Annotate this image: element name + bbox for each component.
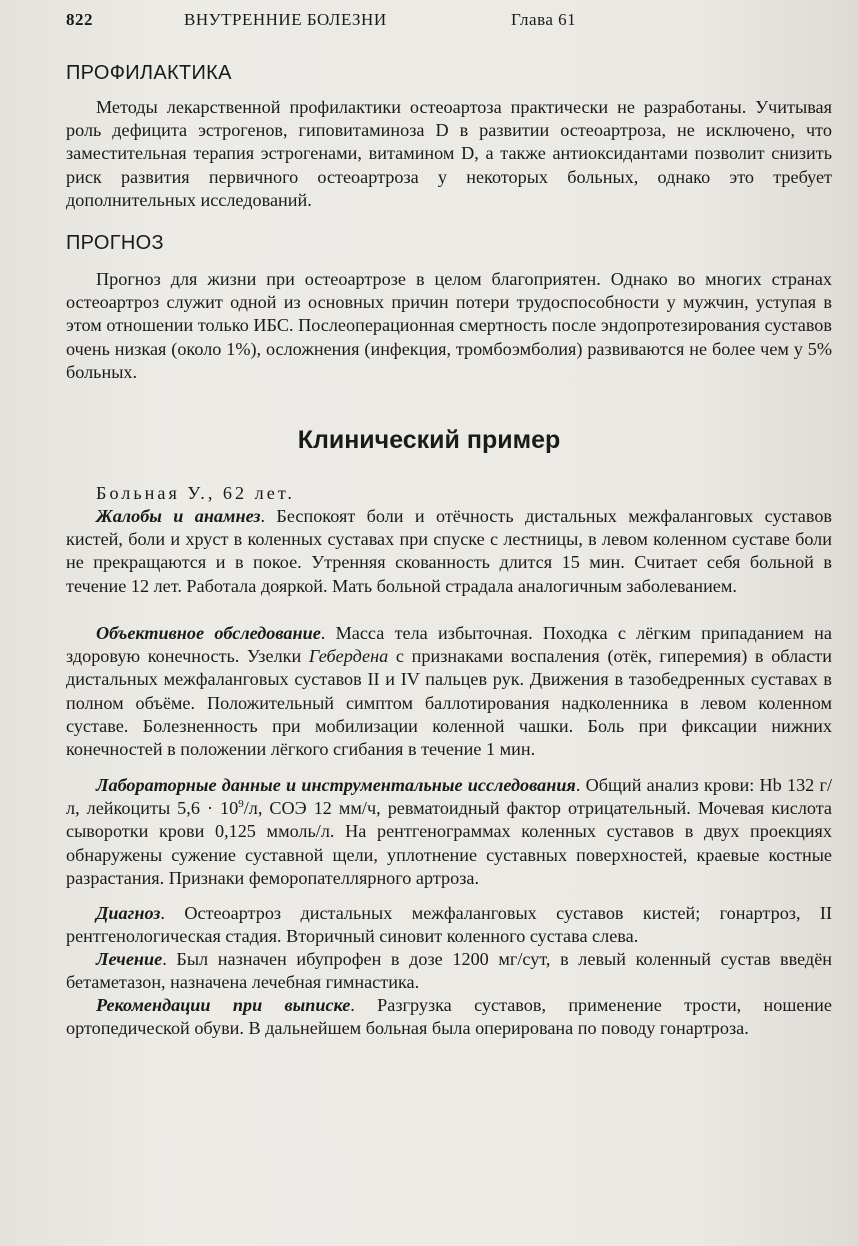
prognosis-heading: ПРОГНОЗ bbox=[66, 232, 164, 254]
diagnosis-paragraph bbox=[66, 902, 832, 948]
treatment-text: . Был назначен ибупрофен в дозе 1200 мг/сут, в левый коленный сустав введён бетаметазон, назначена лечебная гимнастика. bbox=[66, 949, 832, 993]
complaints-label: Жалобы и анамнез bbox=[96, 506, 261, 526]
exam-label: Объективное обследование bbox=[96, 623, 321, 643]
lab-text-1: . Общий анализ крови: Hb 132 г/л, лейкоциты 5,6 · 10 bbox=[66, 775, 833, 819]
lab-text-2: /л, СОЭ 12 мм/ч, ревматоидный фактор отрицательный. Мочевая кислота сыворотки крови 0,125 ммоль/л. На рентгенограммах коленных суставов в двух проекциях обнаружены сужение суставной щели, уплотнение суставных поверхностей, краевые костные разрастания. Признаки феморопателлярного артроза. bbox=[66, 798, 833, 888]
lab-superscript: 9 bbox=[238, 798, 244, 811]
exam-text-2: с признаками воспаления (отёк, гиперемия) в области дистальных межфаланговых суставов II и IV пальцев рук. Движения в тазобедренных суставах в полном объёме. Положительный симптом баллотирования надколенника в левом коленном суставе. Болезненность при мобилизации коленной чашки. Боль при фиксации нижних конечностей в положении лёгкого сгибания в течение 1 мин. bbox=[66, 646, 832, 760]
exam-text-1: . Масса тела избыточная. Походка с лёгким припаданием на здоровую конечность. Узелки bbox=[66, 623, 832, 667]
treatment-paragraph bbox=[66, 948, 832, 994]
recommendations-paragraph bbox=[66, 994, 832, 1040]
patient-line: Больная У., 62 лет. bbox=[96, 483, 295, 503]
exam-italic: Гебердена bbox=[308, 646, 389, 667]
bleed-through-texture bbox=[300, 60, 820, 83]
recommendations-text: . Разгрузка суставов, применение трости, ношение ортопедической обуви. В дальнейшем больная была оперирована по поводу гонартроза. bbox=[66, 995, 832, 1039]
complaints-text: . Беспокоят боли и отёчность дистальных межфаланговых суставов кистей, боли и хруст в коленных суставах при спуске с лестницы, в левом коленном суставе боли не прекращаются и в покое. Утренняя скованность длится 15 мин. Считает себя больной в течение 12 лет. Работала дояркой. Мать больной страдала аналогичным заболеванием. bbox=[66, 506, 832, 596]
prophylaxis-heading: ПРОФИЛАКТИКА bbox=[66, 62, 232, 84]
running-header bbox=[66, 10, 806, 36]
case-patient bbox=[66, 482, 832, 505]
complaints-paragraph bbox=[66, 505, 832, 598]
lab-label: Лабораторные данные и инструментальные исследования bbox=[96, 775, 576, 795]
page-number: 822 bbox=[66, 10, 93, 29]
prophylaxis-paragraph: Методы лекарственной профилактики остеоартоза практически не разработаны. Учитывая роль дефицита эстрогенов, гиповитаминоза D в развитии остеоартроза, не исключено, что заместительная терапия эстрогенами, витамином D, а также антиоксидантами позволит снизить риск развития первичного остеоартроза у некоторых больных, однако это требует дополнительных исследований. bbox=[66, 97, 832, 210]
lab-paragraph bbox=[66, 774, 832, 890]
book-title: ВНУТРЕННИЕ БОЛЕЗНИ bbox=[184, 10, 387, 29]
chapter-label: Глава 61 bbox=[511, 10, 577, 29]
case-title: Клинический пример bbox=[297, 426, 561, 454]
diagnosis-label: Диагноз bbox=[96, 903, 161, 923]
recommendations-label: Рекомендации при выписке bbox=[96, 995, 351, 1015]
diagnosis-text: . Остеоартроз дистальных межфаланговых суставов кистей; гонартроз, II рентгенологическая стадия. Вторичный синовит коленного сустава слева. bbox=[66, 903, 832, 947]
treatment-label: Лечение bbox=[96, 949, 163, 969]
exam-paragraph bbox=[66, 622, 832, 761]
prognosis-paragraph: Прогноз для жизни при остеоартрозе в целом благоприятен. Однако во многих странах остеоартроз служит одной из основных причин потери трудоспособности у мужчин, уступая в этом отношении только ИБС. Послеоперационная смертность после эндопротезирования суставов очень низкая (около 1%), осложнения (инфекция, тромбоэмболия) развиваются не более чем у 5% больных. bbox=[66, 269, 832, 382]
